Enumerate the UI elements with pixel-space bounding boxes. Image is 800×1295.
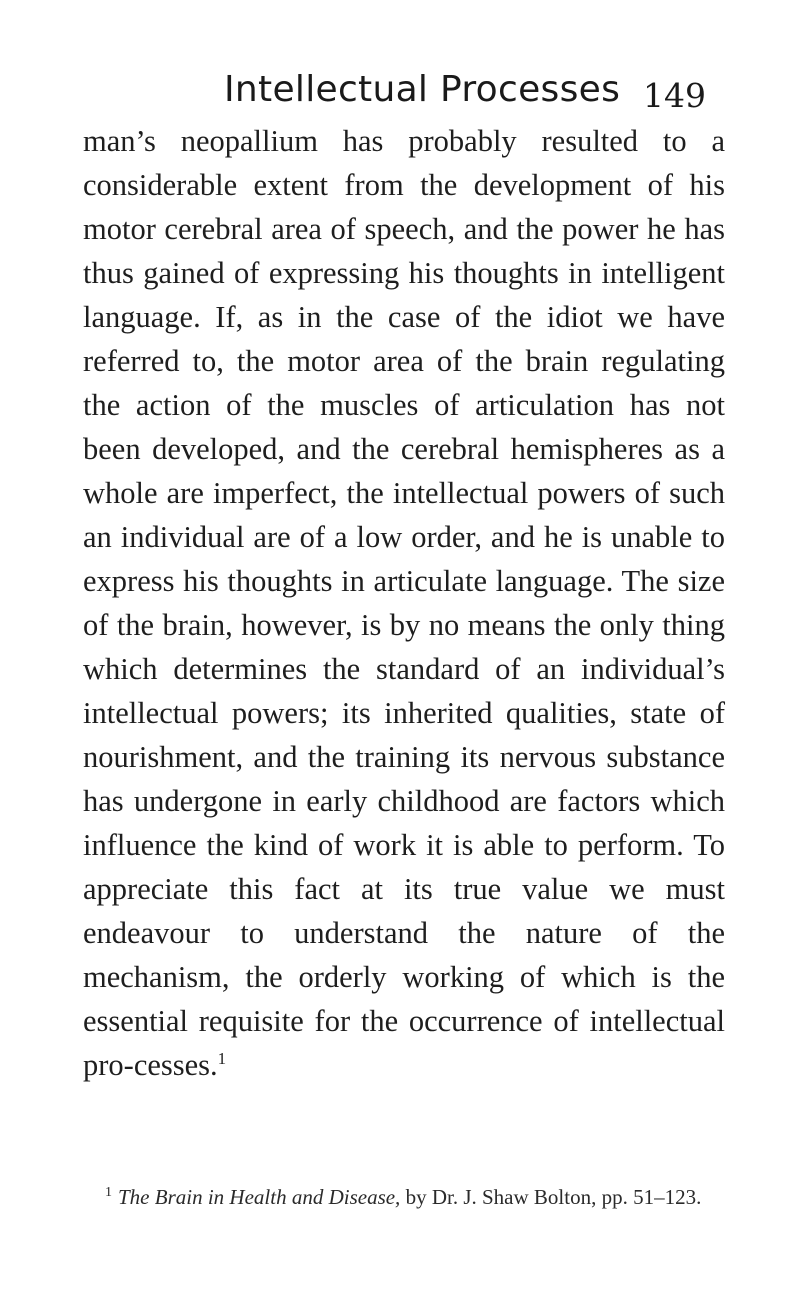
footnote-mark: 1 [105,1185,112,1200]
body-paragraph [83,119,725,1087]
running-head [0,68,800,118]
page-number: 149 [643,76,706,115]
running-title: Intellectual Processes [224,69,621,110]
footnote-book-title: The Brain in Health and Disease, [118,1185,401,1209]
footnote [83,1183,725,1211]
body-paragraph-text: man’s neopallium has probably resulted to a considerable extent from the development of his motor cerebral area of speech, and the power he has thus gained of expressing his thoughts in intelligent language. If, as in the case of the idiot we have referred to, the motor area of the brain regulating the action of the muscles of articulation has not been developed, and the cerebral hemispheres as a whole are imperfect, the intellectual powers of such an individual are of a low order, and he is unable to express his thoughts in articulate language. The size of the brain, however, is by no means the only thing which determines the standard of an individual’s intellectual powers; its inherited qualities, state of nourishment, and the training its nervous substance has undergone in early childhood are factors which influence the kind of work it is able to perform. To appreciate this fact at its true value we must endeavour to understand the nature of the mechanism, the orderly working of which is the essential requisite for the occurrence of intellectual pro-cesses. [83,124,725,1082]
footnote-reference: 1 [217,1048,227,1068]
footnote-citation: by Dr. J. Shaw Bolton, pp. 51–123. [400,1185,702,1209]
